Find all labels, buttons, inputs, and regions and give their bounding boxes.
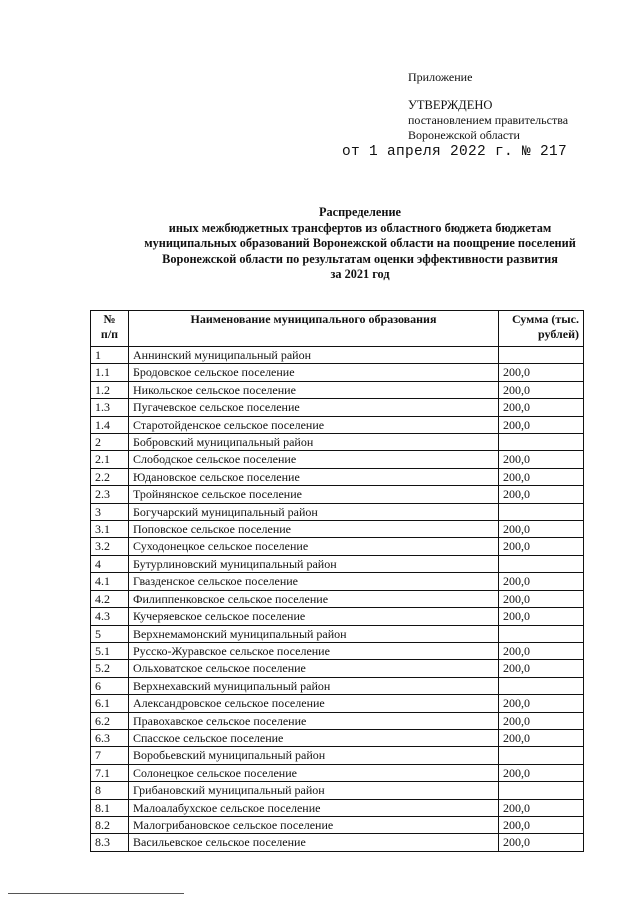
row-name: Грибановский муниципальный район [129,782,499,799]
table-row [91,590,584,607]
row-sum: 200,0 [499,764,584,781]
row-name: Пугачевское сельское поселение [129,399,499,416]
row-name: Александровское сельское поселение [129,695,499,712]
row-sum [499,677,584,694]
row-sum [499,625,584,642]
row-sum: 200,0 [499,573,584,590]
row-sum: 200,0 [499,486,584,503]
approval-block [408,70,568,143]
distribution-table [90,310,584,852]
table-row [91,712,584,729]
row-number: 1.2 [91,381,129,398]
row-number: 6.3 [91,729,129,746]
row-sum: 200,0 [499,816,584,833]
row-sum [499,747,584,764]
row-number: 1.3 [91,399,129,416]
row-sum: 200,0 [499,538,584,555]
row-number: 3.1 [91,521,129,538]
row-name: Кучеряевское сельское поселение [129,608,499,625]
row-name: Воробьевский муниципальный район [129,747,499,764]
row-name: Ольховатское сельское поселение [129,660,499,677]
row-number: 2.3 [91,486,129,503]
row-sum: 200,0 [499,799,584,816]
row-name: Бродовское сельское поселение [129,364,499,381]
row-name: Верхнехавский муниципальный район [129,677,499,694]
table-row [91,816,584,833]
row-name: Малоалабухское сельское поселение [129,799,499,816]
table-row [91,573,584,590]
header-sum-line-1: Сумма (тыс. [511,312,579,326]
row-number: 6.2 [91,712,129,729]
row-sum [499,555,584,572]
resolution-date-number: от 1 апреля 2022 г. № 217 [342,144,568,160]
table-row [91,555,584,572]
row-number: 7 [91,747,129,764]
header-number-line-1: № [103,312,116,326]
row-number: 1.4 [91,416,129,433]
row-sum [499,434,584,451]
table-row [91,834,584,851]
row-number: 3.2 [91,538,129,555]
row-name: Малогрибановское сельское поселение [129,816,499,833]
row-number: 8.2 [91,816,129,833]
title-line-3: муниципальных образований Воронежской области на поощрение поселений [144,236,576,250]
header-number-line-2: п/п [100,327,119,341]
row-name: Бутурлиновский муниципальный район [129,555,499,572]
header-sum [499,311,584,347]
row-number: 6 [91,677,129,694]
table-row [91,695,584,712]
row-name: Старотойденское сельское поселение [129,416,499,433]
row-name: Бобровский муниципальный район [129,434,499,451]
row-sum [499,503,584,520]
table-header-row [91,311,584,347]
approval-line-1: постановлением правительства [408,113,569,127]
approved-stamp: УТВЕРЖДЕНО [408,98,493,112]
row-name: Русско-Журавское сельское поселение [129,642,499,659]
row-number: 1.1 [91,364,129,381]
table-row [91,642,584,659]
table-body [91,347,584,852]
row-name: Юдановское сельское поселение [129,468,499,485]
title-line-5: за 2021 год [330,267,390,281]
approval-line-2: Воронежской области [408,128,520,142]
row-sum [499,347,584,364]
row-sum: 200,0 [499,834,584,851]
row-sum: 200,0 [499,399,584,416]
row-name: Спасское сельское поселение [129,729,499,746]
row-number: 4.3 [91,608,129,625]
row-name: Богучарский муниципальный район [129,503,499,520]
row-name: Гвазденское сельское поселение [129,573,499,590]
table-row [91,764,584,781]
row-number: 4 [91,555,129,572]
table-row [91,747,584,764]
table-row [91,347,584,364]
row-sum: 200,0 [499,660,584,677]
table-row [91,434,584,451]
row-name: Солонецкое сельское поселение [129,764,499,781]
row-sum [499,782,584,799]
table-row [91,625,584,642]
row-sum: 200,0 [499,642,584,659]
row-sum: 200,0 [499,364,584,381]
row-number: 3 [91,503,129,520]
table-row [91,677,584,694]
row-number: 8 [91,782,129,799]
table-row [91,503,584,520]
table-row [91,538,584,555]
row-name: Суходонецкое сельское поселение [129,538,499,555]
row-sum: 200,0 [499,590,584,607]
row-sum: 200,0 [499,712,584,729]
row-name: Никольское сельское поселение [129,381,499,398]
row-number: 5 [91,625,129,642]
table-row [91,729,584,746]
row-sum: 200,0 [499,521,584,538]
row-sum: 200,0 [499,695,584,712]
row-number: 4.2 [91,590,129,607]
row-number: 1 [91,347,129,364]
row-number: 8.1 [91,799,129,816]
row-name: Аннинский муниципальный район [129,347,499,364]
row-name: Филиппенковское сельское поселение [129,590,499,607]
table-row [91,364,584,381]
row-name: Поповское сельское поселение [129,521,499,538]
table-row [91,486,584,503]
row-sum: 200,0 [499,416,584,433]
title-line-4: Воронежской области по результатам оценки эффективности развития [162,251,558,266]
header-name: Наименование муниципального образования [129,311,499,347]
table-row [91,451,584,468]
row-number: 6.1 [91,695,129,712]
table-row [91,468,584,485]
header-number [91,311,129,347]
table-row [91,608,584,625]
table-row [91,521,584,538]
row-name: Верхнемамонский муниципальный район [129,625,499,642]
row-sum: 200,0 [499,608,584,625]
document-title [100,205,620,283]
row-number: 8.3 [91,834,129,851]
row-sum: 200,0 [499,381,584,398]
title-line-1: Распределение [318,205,401,219]
table-row [91,399,584,416]
table-row [91,799,584,816]
row-number: 5.1 [91,642,129,659]
row-sum: 200,0 [499,468,584,485]
row-name: Васильевское сельское поселение [129,834,499,851]
row-number: 2.2 [91,468,129,485]
footer-rule [8,893,184,894]
row-number: 7.1 [91,764,129,781]
row-number: 4.1 [91,573,129,590]
table-row [91,416,584,433]
table-row [91,660,584,677]
row-number: 5.2 [91,660,129,677]
table-row [91,782,584,799]
row-sum: 200,0 [499,729,584,746]
row-name: Тройнянское сельское поселение [129,486,499,503]
row-name: Правохавское сельское поселение [129,712,499,729]
table-row [91,381,584,398]
row-name: Слободское сельское поселение [129,451,499,468]
title-line-2: иных межбюджетных трансфертов из областного бюджета бюджетам [168,220,552,235]
row-sum: 200,0 [499,451,584,468]
header-sum-line-2: рублей) [537,327,579,341]
row-number: 2.1 [91,451,129,468]
appendix-label: Приложение [408,70,473,84]
row-number: 2 [91,434,129,451]
